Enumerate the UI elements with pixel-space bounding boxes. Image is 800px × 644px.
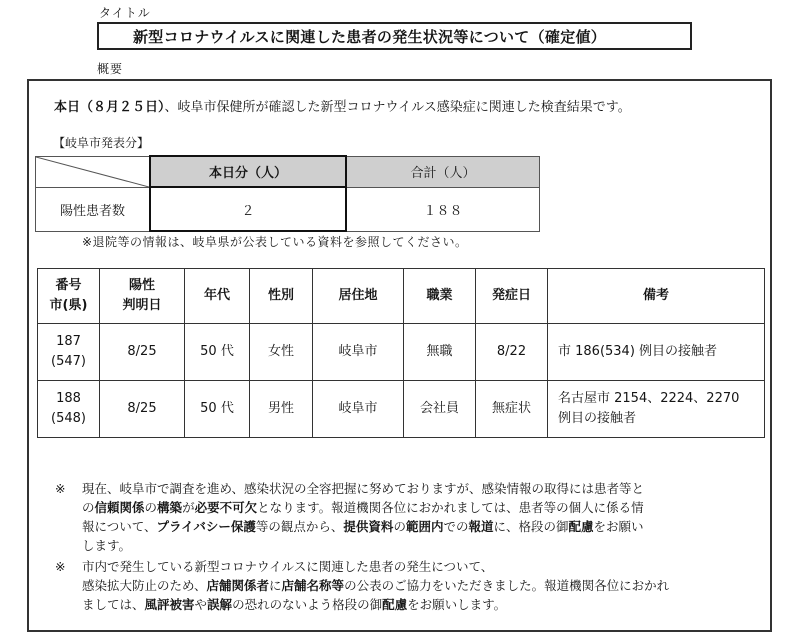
header-occupation: 職業 xyxy=(404,269,476,324)
note-body: 市内で発生している新型コロナウイルスに関連した患者の発生について、 感染拡大防止のため、店舗関係者に店舗名称等の公表のご協力をいただきました。報道機関各位におかれ ましては、風評被害や誤解の恐れのないよう格段の御配慮をお願いします。 xyxy=(82,559,670,612)
note-privacy xyxy=(55,479,765,559)
cell-age: 50 代 xyxy=(185,381,250,438)
cell-sex: 女性 xyxy=(250,324,313,381)
cell-remarks: 市 186(534) 例目の接触者 xyxy=(548,324,765,381)
note-store-disclosure xyxy=(55,557,765,617)
header-remarks: 備考 xyxy=(548,269,765,324)
cell-positive-date: 8/25 xyxy=(100,324,185,381)
table-row xyxy=(38,381,765,438)
cell-positive-date: 8/25 xyxy=(100,381,185,438)
note-mark: ※ xyxy=(55,481,66,496)
cell-onset: 無症状 xyxy=(476,381,548,438)
total-value: １８８ xyxy=(346,187,540,231)
diagonal-corner-cell xyxy=(36,156,151,187)
discharge-note: ※退院等の情報は、岐阜県が公表している資料を参照してください。 xyxy=(82,235,468,249)
cell-number: 188 (548) xyxy=(38,381,100,438)
header-sex: 性別 xyxy=(250,269,313,324)
table-row xyxy=(38,324,765,381)
cell-remarks: 名古屋市 2154、2224、2270 例目の接触者 xyxy=(548,381,765,438)
document-title: 新型コロナウイルスに関連した患者の発生状況等について（確定値） xyxy=(97,22,692,50)
section-label: 【岐阜市発表分】 xyxy=(53,136,150,150)
note-mark: ※ xyxy=(55,559,66,574)
header-onset: 発症日 xyxy=(476,269,548,324)
header-positive-date: 陽性 判明日 xyxy=(100,269,185,324)
header-age: 年代 xyxy=(185,269,250,324)
lead-sentence xyxy=(54,96,631,115)
header-residence: 居住地 xyxy=(313,269,404,324)
cell-number: 187 (547) xyxy=(38,324,100,381)
cell-sex: 男性 xyxy=(250,381,313,438)
summary-table xyxy=(35,155,540,232)
cell-occupation: 会社員 xyxy=(404,381,476,438)
cell-age: 50 代 xyxy=(185,324,250,381)
today-value: ２ xyxy=(150,187,346,231)
cell-onset: 8/22 xyxy=(476,324,548,381)
lead-date: 本日（８月２５日） xyxy=(54,100,165,115)
title-label: タイトル xyxy=(99,6,151,20)
lead-text: 、岐阜市保健所が確認した新型コロナウイルス感染症に関連した検査結果です。 xyxy=(164,100,631,115)
col-total-header: 合計（人） xyxy=(346,156,540,187)
cell-residence: 岐阜市 xyxy=(313,324,404,381)
header-number: 番号 市(県) xyxy=(38,269,100,324)
table-header-row xyxy=(38,269,765,324)
row-label-positive: 陽性患者数 xyxy=(36,187,151,231)
summary-label: 概要 xyxy=(97,62,124,76)
note-body: 現在、岐阜市で調査を進め、感染状況の全容把握に努めておりますが、感染情報の取得には患者等と の信頼関係の構築が必要不可欠となります。報道機関各位におかれましては、患者等の個人に係る情 報について、プライバシー保護等の観点から、提供資料の範囲内での報道に、格段の御配慮をお願い します。 xyxy=(82,481,645,553)
col-today-header: 本日分（人） xyxy=(150,156,346,187)
patients-table xyxy=(37,268,765,438)
cell-occupation: 無職 xyxy=(404,324,476,381)
cell-residence: 岐阜市 xyxy=(313,381,404,438)
